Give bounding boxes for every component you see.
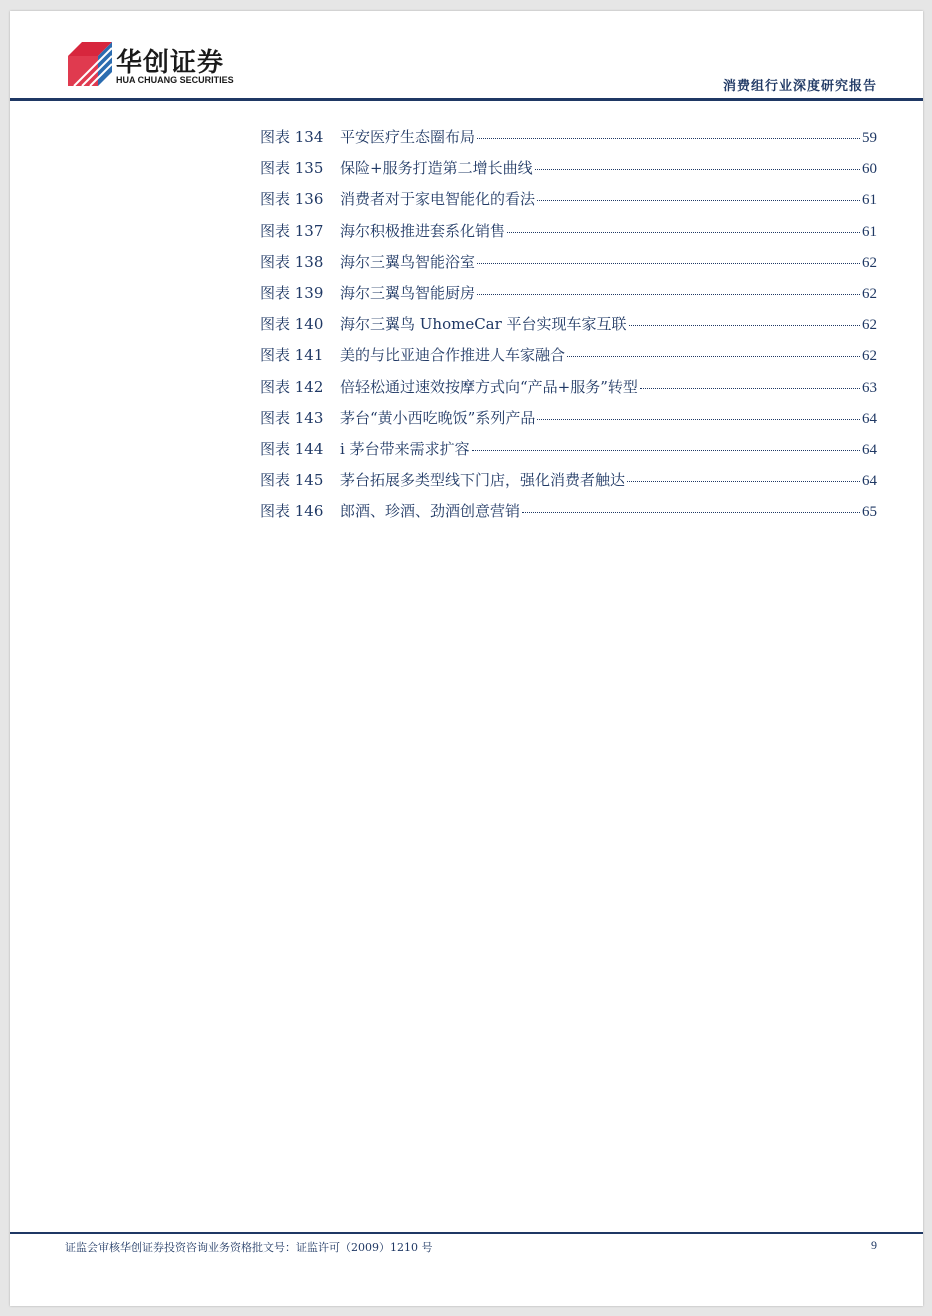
toc-entry[interactable] (260, 188, 877, 219)
toc-figure-label: 图表 135 (260, 159, 324, 178)
toc-page-number: 62 (862, 254, 877, 271)
toc-figure-label: 图表 137 (260, 221, 324, 240)
toc-figure-label: 图表 143 (260, 408, 324, 427)
toc-dot-leader (537, 200, 860, 201)
toc-figure-label: 图表 142 (260, 377, 324, 396)
toc-dot-leader (472, 450, 860, 451)
footer-divider (10, 1232, 923, 1234)
toc-dot-leader (629, 325, 860, 326)
toc-figure-label: 图表 144 (260, 439, 324, 458)
page-number: 9 (871, 1238, 877, 1252)
report-title: 消费组行业深度研究报告 (722, 79, 877, 94)
toc-dot-leader (567, 356, 860, 357)
toc-figure-title: 美的与比亚迪合作推进人车家融合 (340, 346, 566, 365)
toc-page-number: 61 (862, 192, 877, 209)
toc-figure-title: 海尔三翼鸟智能厨房 (340, 283, 476, 302)
toc-entry[interactable] (260, 220, 877, 251)
toc-entry[interactable] (260, 344, 877, 375)
toc-entry[interactable] (260, 313, 877, 344)
toc-entry[interactable] (260, 157, 877, 188)
toc-entry[interactable] (260, 407, 877, 438)
figure-index-list (260, 126, 877, 531)
toc-dot-leader (640, 388, 860, 389)
document-page (10, 11, 923, 1306)
toc-entry[interactable] (260, 469, 877, 500)
toc-entry[interactable] (260, 376, 877, 407)
toc-page-number: 62 (862, 285, 877, 302)
toc-dot-leader (537, 419, 860, 420)
toc-figure-label: 图表 141 (260, 346, 324, 365)
toc-figure-label: 图表 136 (260, 190, 324, 209)
toc-entry[interactable] (260, 282, 877, 313)
company-logo (68, 42, 248, 88)
toc-dot-leader (507, 232, 860, 233)
toc-figure-title: 茅台拓展多类型线下门店，强化消费者触达 (340, 471, 626, 490)
toc-figure-title: 茅台“黄小西吃晚饭”系列产品 (340, 408, 536, 427)
logo-english-name: HUA CHUANG SECURITIES (116, 75, 234, 85)
toc-figure-title: 海尔三翼鸟 UhomeCar 平台实现车家互联 (340, 315, 627, 334)
toc-figure-label: 图表 134 (260, 128, 324, 146)
toc-figure-title: 倍轻松通过速效按摩方式向“产品+服务”转型 (340, 377, 638, 396)
footer-license-text: 证监会审核华创证券投资咨询业务资格批文号：证监许可（2009）1210 号 (65, 1241, 433, 1254)
toc-entry[interactable] (260, 126, 877, 157)
toc-page-number: 64 (862, 473, 877, 490)
toc-figure-title: 保险+服务打造第二增长曲线 (340, 159, 533, 178)
toc-page-number: 62 (862, 348, 877, 365)
toc-figure-title: 郎酒、珍酒、劲酒创意营销 (340, 502, 521, 521)
logo-mark-icon (68, 42, 112, 86)
toc-dot-leader (477, 263, 860, 264)
toc-page-number: 62 (862, 317, 877, 334)
logo-chinese-name: 华创证券 (116, 48, 225, 78)
toc-figure-title: 平安医疗生态圈布局 (340, 128, 476, 146)
toc-dot-leader (477, 138, 860, 139)
toc-dot-leader (522, 512, 860, 513)
toc-figure-title: 海尔积极推进套系化销售 (340, 221, 506, 240)
toc-figure-label: 图表 146 (260, 502, 324, 521)
toc-entry[interactable] (260, 251, 877, 282)
toc-figure-label: 图表 145 (260, 471, 324, 490)
toc-dot-leader (477, 294, 860, 295)
toc-figure-label: 图表 139 (260, 283, 324, 302)
toc-page-number: 60 (862, 161, 877, 178)
toc-page-number: 59 (862, 130, 877, 146)
toc-entry[interactable] (260, 438, 877, 469)
toc-figure-title: i 茅台带来需求扩容 (340, 439, 470, 458)
toc-dot-leader (535, 169, 860, 170)
toc-entry[interactable] (260, 500, 877, 531)
toc-page-number: 63 (862, 379, 877, 396)
toc-page-number: 65 (862, 504, 877, 521)
toc-page-number: 61 (862, 223, 877, 240)
toc-dot-leader (627, 481, 860, 482)
toc-figure-title: 消费者对于家电智能化的看法 (340, 190, 536, 209)
toc-figure-title: 海尔三翼鸟智能浴室 (340, 252, 476, 271)
header-divider (10, 98, 923, 101)
toc-figure-label: 图表 138 (260, 252, 324, 271)
toc-page-number: 64 (862, 410, 877, 427)
toc-page-number: 64 (862, 441, 877, 458)
toc-figure-label: 图表 140 (260, 315, 324, 334)
